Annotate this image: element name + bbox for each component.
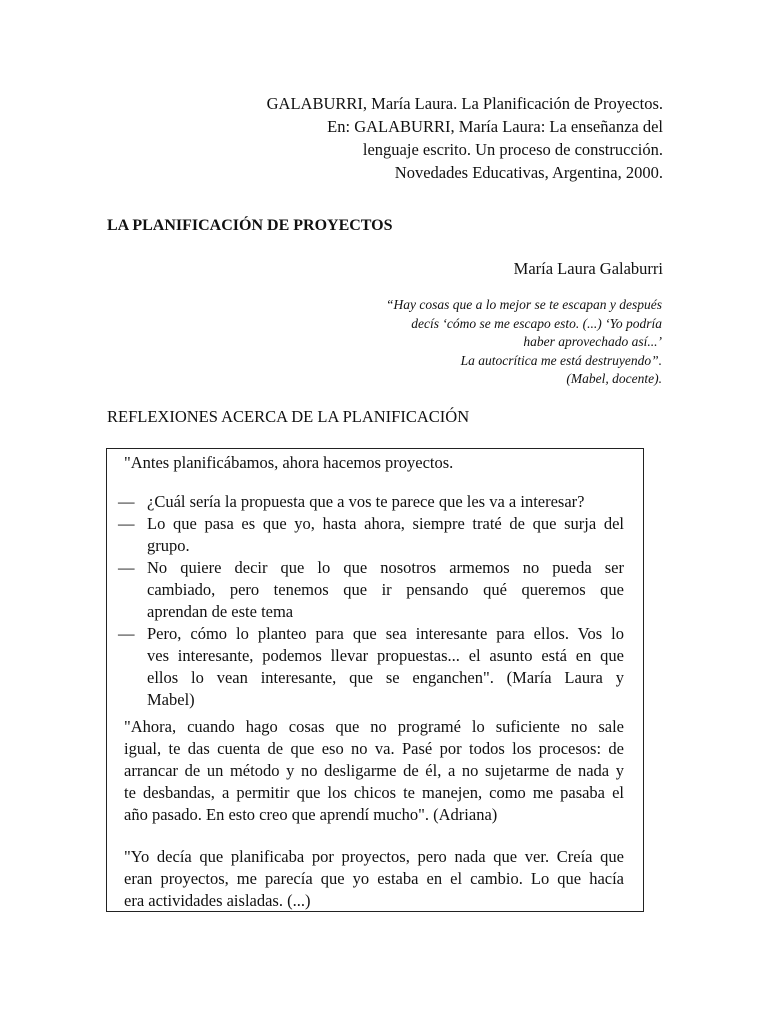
epigraph-line: decís ‘cómo se me escapo esto. (...) ‘Yo podría xyxy=(411,315,662,331)
dialogue-line: Pero, cómo lo planteo para que sea interesante para ellos. Vos lo xyxy=(147,624,624,643)
epigraph-quote xyxy=(242,296,662,389)
dialogue-dash: — xyxy=(118,514,135,533)
epigraph-line: “Hay cosas que a lo mejor se te escapan y después xyxy=(386,297,662,312)
paragraph-line: arrancar de un método y no desligarme de él, a no sujetarme de nada y xyxy=(124,761,624,780)
dialogue-line: ellos lo vean interesante, que se enganchen". (María Laura y xyxy=(147,668,624,687)
paragraph-line: era actividades aisladas. (...) xyxy=(124,891,311,910)
paragraph-line: eran proyectos, me parecía que yo estaba en el cambio. Lo que hacía xyxy=(124,869,624,888)
citation-line: lenguaje escrito. Un proceso de construcción. xyxy=(362,140,663,159)
quote-box xyxy=(106,448,644,912)
dialogue-dash: — xyxy=(118,624,135,643)
paragraph-line: igual, te das cuenta de que eso no va. Pasé por todos los procesos: de xyxy=(124,739,624,758)
dialogue-line: Mabel) xyxy=(147,690,195,709)
dialogue-line: Lo que pasa es que yo, hasta ahora, siempre traté de que surja del xyxy=(147,514,624,533)
dialogue-line: aprendan de este tema xyxy=(147,602,294,621)
citation-line: GALABURRI, María Laura. La Planificación de Proyectos. xyxy=(266,94,663,113)
epigraph-line: (Mabel, docente). xyxy=(566,371,662,386)
quote-intro: "Antes planificábamos, ahora hacemos proyectos. xyxy=(124,453,454,472)
paragraph-line: año pasado. En esto creo que aprendí mucho". (Adriana) xyxy=(124,805,498,824)
author-name: María Laura Galaburri xyxy=(513,259,663,278)
dialogue-line: ¿Cuál sería la propuesta que a vos te parece que les va a interesar? xyxy=(147,492,585,511)
dialogue-line: grupo. xyxy=(147,536,190,555)
dialogue-dash: — xyxy=(118,492,135,511)
bibliographic-citation xyxy=(180,92,663,184)
citation-line: Novedades Educativas, Argentina, 2000. xyxy=(394,163,663,182)
section-subheading: REFLEXIONES ACERCA DE LA PLANIFICACIÓN xyxy=(107,407,470,426)
dialogue-line: No quiere decir que lo que nosotros armemos no pueda ser xyxy=(147,558,624,577)
paragraph-line: "Ahora, cuando hago cosas que no programé lo suficiente no sale xyxy=(124,717,624,736)
epigraph-line: La autocrítica me está destruyendo”. xyxy=(460,352,662,368)
dialogue-line: ves interesante, podemos llevar propuestas... el asunto está en que xyxy=(147,646,624,665)
paragraph-line: te desbandas, a permitir que los chicos te manejen, como me pasaba el xyxy=(124,783,624,802)
citation-line: En: GALABURRI, María Laura: La enseñanza del xyxy=(327,117,663,136)
page-title: LA PLANIFICACIÓN DE PROYECTOS xyxy=(107,217,393,234)
dialogue-line: cambiado, pero tenemos que ir pensando qué queremos que xyxy=(147,580,624,599)
paragraph-line: "Yo decía que planificaba por proyectos, pero nada que ver. Creía que xyxy=(124,847,624,866)
dialogue-dash: — xyxy=(118,558,135,577)
epigraph-line: haber aprovechado así...’ xyxy=(523,334,662,349)
